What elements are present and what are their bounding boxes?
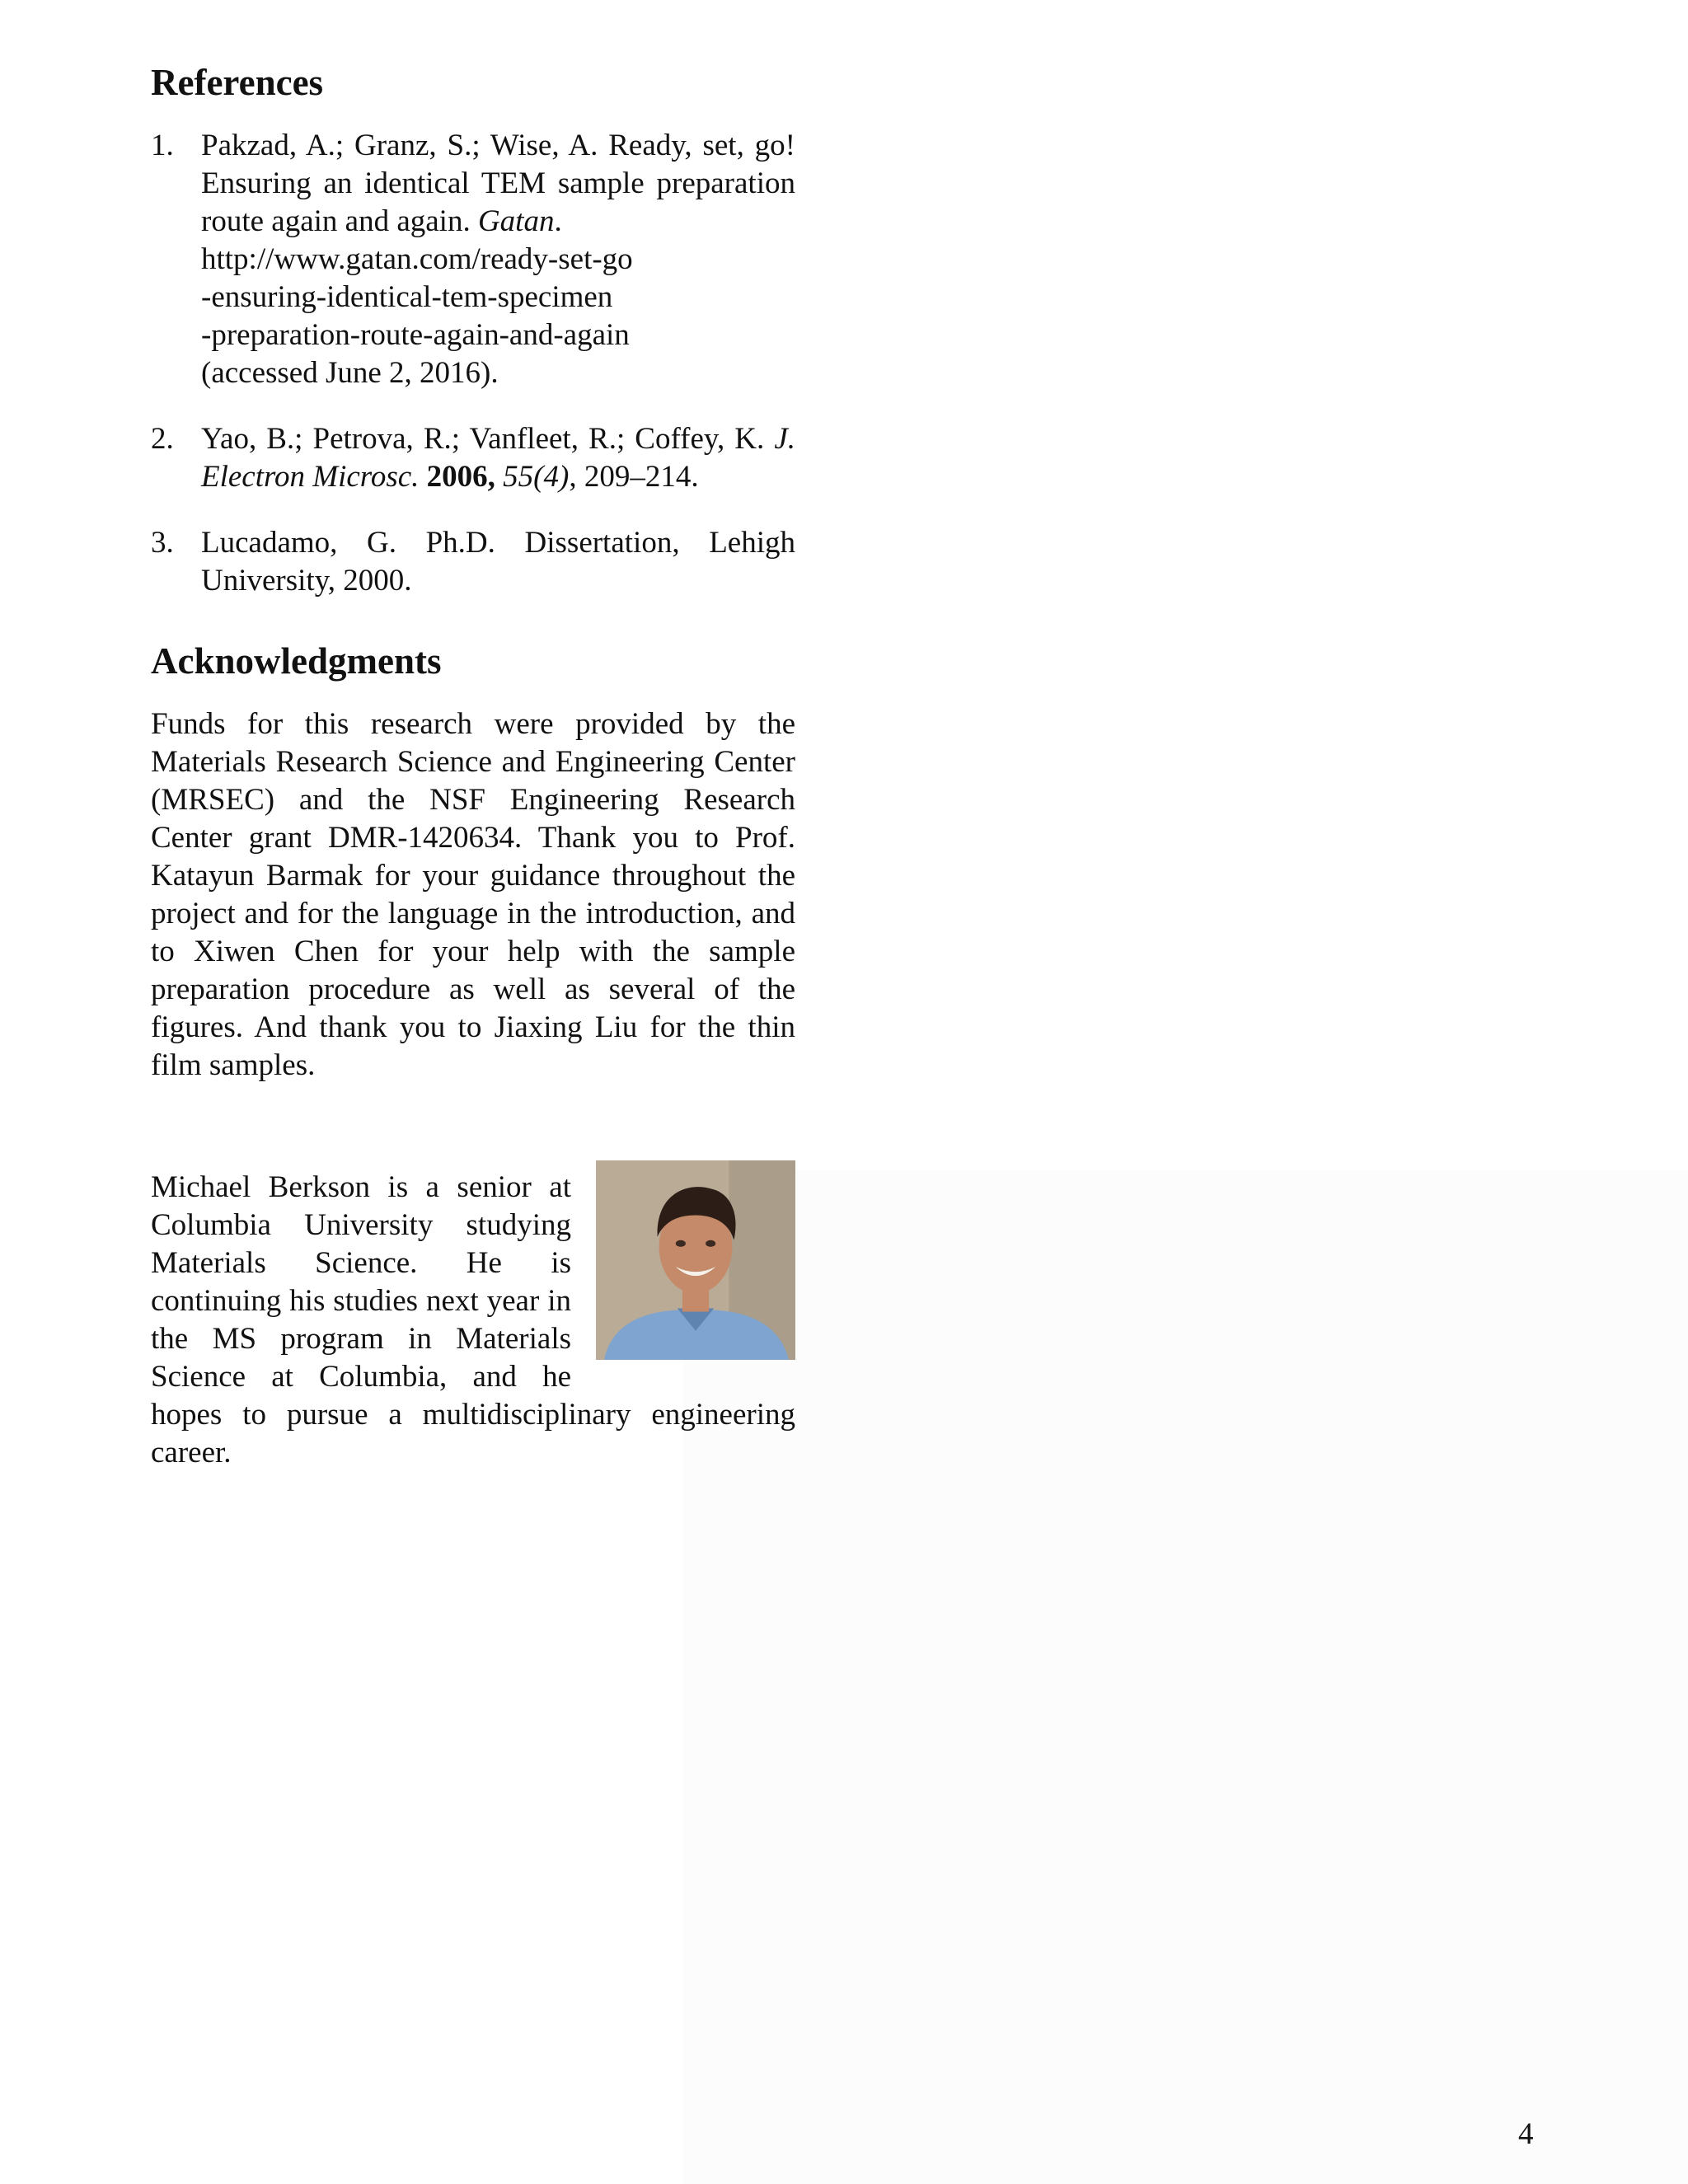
reference-authors: Yao, B.; Petrova, R.; Vanfleet, R.; Coffey, K. bbox=[201, 422, 765, 456]
reference-authors: Pakzad, A.; Granz, S.; Wise, A. bbox=[201, 129, 598, 162]
references-heading: References bbox=[151, 62, 324, 103]
reference-number: 3. bbox=[151, 526, 174, 560]
page-number: 4 bbox=[1518, 2117, 1534, 2151]
bio-text: Michael Berkson is a senior at Columbia University studying Materials Science. He is continuing his studies next year in the MS program in Materials Science at Columbia, and he hopes to pursue a multidisciplinary engineering career. bbox=[151, 1170, 795, 1469]
reference-item bbox=[151, 420, 795, 496]
reference-number: 2. bbox=[151, 422, 174, 456]
reference-title: Ready, set, go! Ensuring an identical TEM sample preparation route again and again. bbox=[201, 129, 796, 238]
reference-year: 2006, bbox=[426, 460, 495, 494]
reference-url[interactable] bbox=[201, 241, 795, 392]
reference-accessed-date: (accessed June 2, 2016). bbox=[201, 356, 499, 390]
author-photo bbox=[596, 1160, 795, 1360]
reference-source: Gatan bbox=[477, 204, 555, 238]
reference-url-line: http://www.gatan.com/ready-set-go bbox=[201, 242, 633, 276]
reference-item bbox=[151, 524, 795, 600]
text-column bbox=[151, 49, 795, 1472]
reference-number: 1. bbox=[151, 129, 174, 162]
acknowledgments-text: Funds for this research were provided by the Materials Research Science and Engineering Center (MRSEC) and the NSF Engineering Research Center grant DMR-1420634. Thank you to Prof. Katayun Barmak for your guidance throughout the project and for the language in the introduction, and to Xiwen Chen for your help with the sample preparation procedure as well as several of the figures. And thank you to Jiaxing Liu for the thin film samples. bbox=[151, 707, 795, 1082]
reference-url-line: -preparation-route-again-and-again bbox=[201, 318, 630, 352]
reference-item: 1. Pakzad, A.; Granz, S.; Wise, A. Ready, set, go! Ensuring an identical TEM sample preparation route again and again. Gatan. http://www.gatan.com/ready-set-go -ensuring-identical-tem-specimen -preparation-route-again-and-again (accessed June 2, 2016). bbox=[151, 127, 795, 392]
author-bio bbox=[151, 1169, 795, 1472]
reference-text: Lucadamo, G. Ph.D. Dissertation, Lehigh University, 2000. bbox=[201, 526, 795, 598]
references-list bbox=[151, 127, 795, 600]
reference-journal: J. Electron Microsc. bbox=[201, 422, 795, 494]
reference-volume: 55(4) bbox=[503, 460, 570, 494]
acknowledgments-heading: Acknowledgments bbox=[151, 640, 442, 682]
page-background-tint bbox=[684, 1170, 1688, 2184]
reference-url-line: -ensuring-identical-tem-specimen bbox=[201, 280, 613, 314]
reference-pages: , 209–214. bbox=[569, 460, 699, 494]
